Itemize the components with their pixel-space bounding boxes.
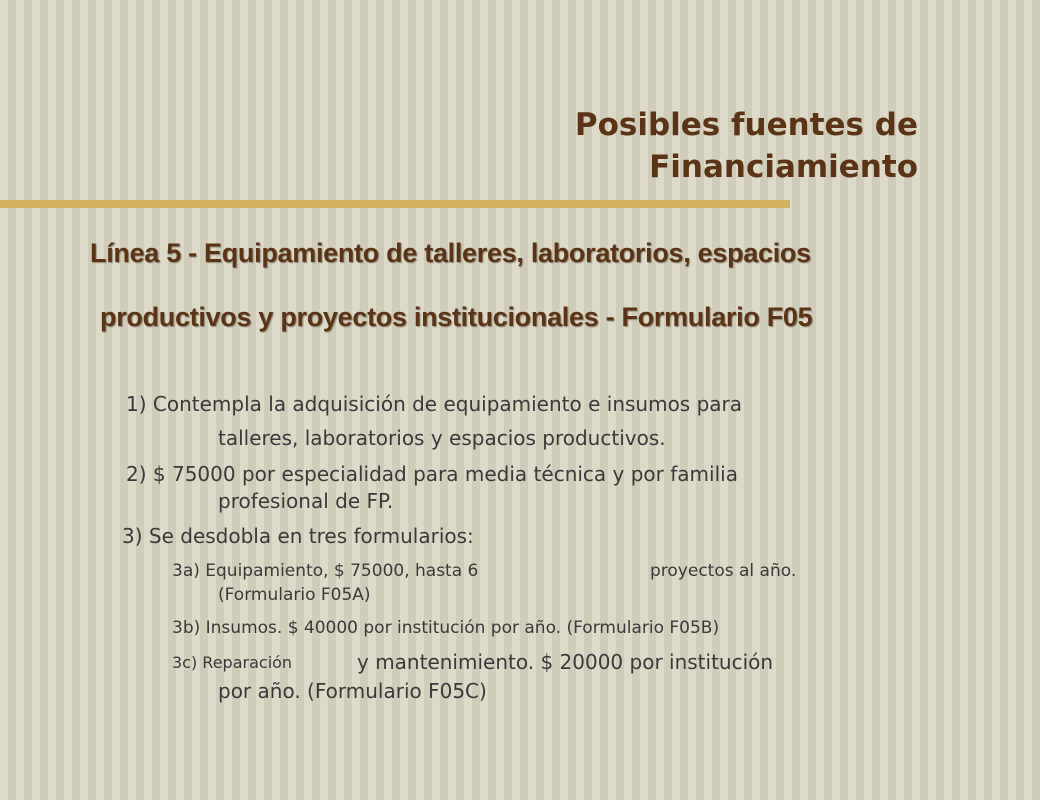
subitem-3b: 3b) Insumos. $ 40000 por institución por año. (Formulario F05B): [172, 618, 720, 638]
subitem-3a-line-2: (Formulario F05A): [218, 585, 371, 605]
item-1-line-2: talleres, laboratorios y espacios productivos.: [218, 426, 666, 450]
subitem-3c-prefix: 3c) Reparación: [172, 653, 293, 672]
title-underline-bar: [0, 200, 790, 208]
item-2-line-2: profesional de FP.: [218, 489, 394, 513]
item-1-line-1: 1) Contempla la adquisición de equipamiento e insumos para: [126, 392, 743, 416]
item-2-line-1: 2) $ 75000 por especialidad para media técnica y por familia: [126, 462, 738, 486]
item-3: 3) Se desdobla en tres formularios:: [122, 524, 474, 548]
slide-title-line-2: Financiamiento: [649, 149, 918, 185]
subitem-3a-line-1b: proyectos al año.: [650, 561, 797, 581]
subitem-3c-line-2: por año. (Formulario F05C): [218, 679, 487, 703]
subtitle-line-1: Línea 5 - Equipamiento de talleres, laboratorios, espacios: [90, 238, 811, 268]
subtitle-line-2: productivos y proyectos institucionales - Formulario F05: [100, 302, 813, 332]
subitem-3c-line-1: y mantenimiento. $ 20000 por institución: [357, 650, 774, 674]
subitem-3a-line-1: 3a) Equipamiento, $ 75000, hasta 6: [172, 561, 479, 581]
slide-title-line-1: Posibles fuentes de: [574, 107, 918, 143]
slide-title: [575, 104, 918, 188]
